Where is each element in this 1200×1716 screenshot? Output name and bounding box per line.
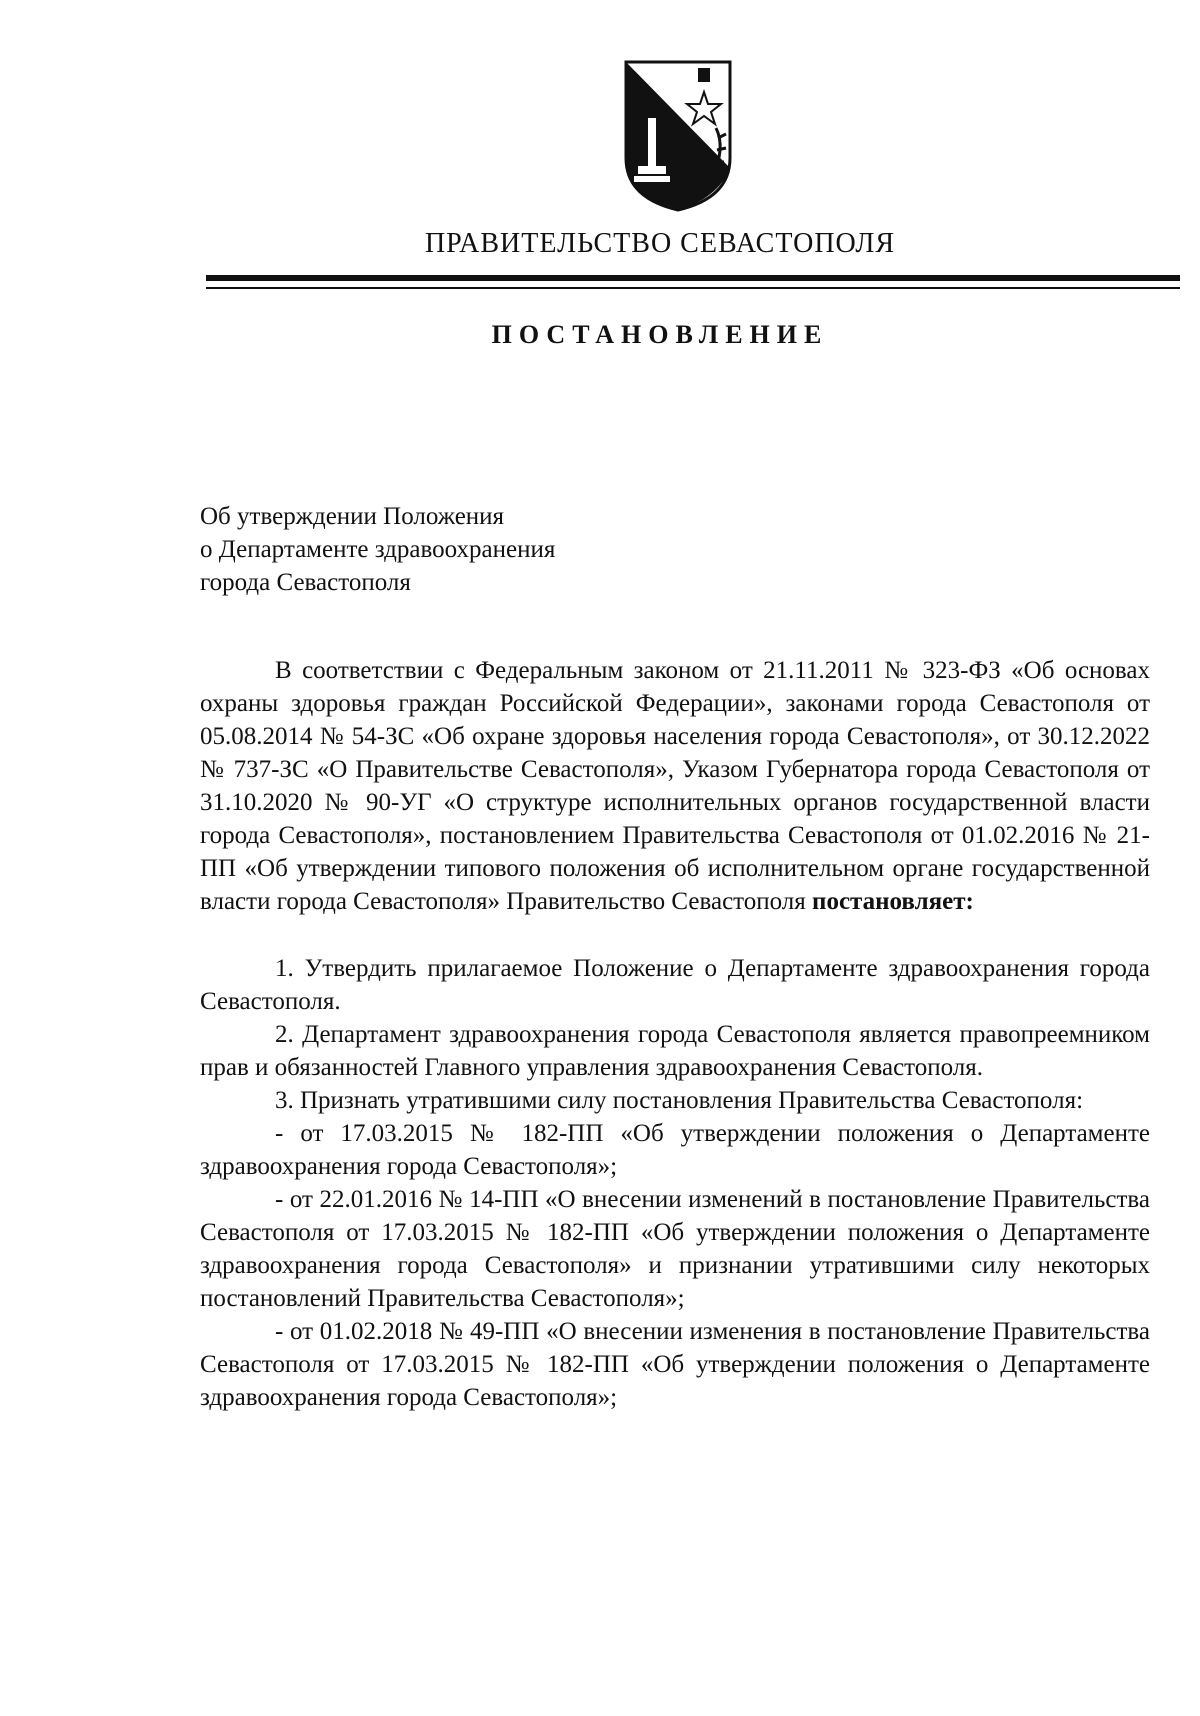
- decree-item: - от 01.02.2018 № 49-ПП «О внесении изменения в постановление Правительства Севастополя от 17.03.2015 № 182-ПП «Об утверждении положения о Департаменте здравоохранения города Севастополя»;: [200, 1318, 1150, 1411]
- header-rule-thick: [206, 275, 1180, 281]
- preamble-text: В соответствии с Федеральным законом от 21.11.2011 № 323-ФЗ «Об основах охраны здоровья граждан Российской Федерации», законами города Севастополя от 05.08.2014 № 54-ЗС «Об охране здоровья населения города Севастополя», от 30.12.2022 № 737-ЗС «О Правительстве Севастополя», Указом Губернатора города Севастополя от 31.10.2020 № 90-УГ «О структуре исполнительных органов государственной власти города Севастополя», постановлением Правительства Севастополя от 01.02.2016 № 21-ПП «Об утверждении типового положения об исполнительном органе государственной власти города Севастополя» Правительство Севастополя: [200, 657, 1150, 915]
- decree-item: - от 22.01.2016 № 14-ПП «О внесении изменений в постановление Правительства Севастополя от 17.03.2015 № 182-ПП «Об утверждении положения о Департаменте здравоохранения города Севастополя» и признании утратившими силу некоторых постановлений Правительства Севастополя»;: [200, 1186, 1150, 1312]
- resolves-word: постановляет:: [812, 888, 974, 915]
- subject-line: о Департаменте здравоохранения: [200, 536, 556, 563]
- government-title: ПРАВИТЕЛЬСТВО СЕВАСТОПОЛЯ: [424, 228, 896, 259]
- sevastopol-coat-of-arms-icon: [618, 58, 738, 214]
- document-type-heading: ПОСТАНОВЛЕНИЕ: [491, 320, 829, 349]
- decree-item: 2. Департамент здравоохранения города Севастополя является правопреемником прав и обязанностей Главного управления здравоохранения Севастополя.: [200, 1021, 1150, 1081]
- preamble-paragraph: [200, 654, 1150, 918]
- decree-item: 1. Утвердить прилагаемое Положение о Департаменте здравоохранения города Севастополя.: [200, 955, 1150, 1015]
- decree-subject: [200, 500, 720, 599]
- subject-line: Об утверждении Положения: [200, 503, 505, 530]
- header-rule-thin: [206, 287, 1180, 289]
- decree-item: 3. Признать утратившими силу постановления Правительства Севастополя:: [275, 1087, 1084, 1114]
- decree-item: - от 17.03.2015 № 182-ПП «Об утверждении положения о Департаменте здравоохранения города Севастополя»;: [200, 1120, 1150, 1180]
- decree-body: [200, 654, 1150, 1414]
- subject-line: города Севастополя: [200, 569, 411, 596]
